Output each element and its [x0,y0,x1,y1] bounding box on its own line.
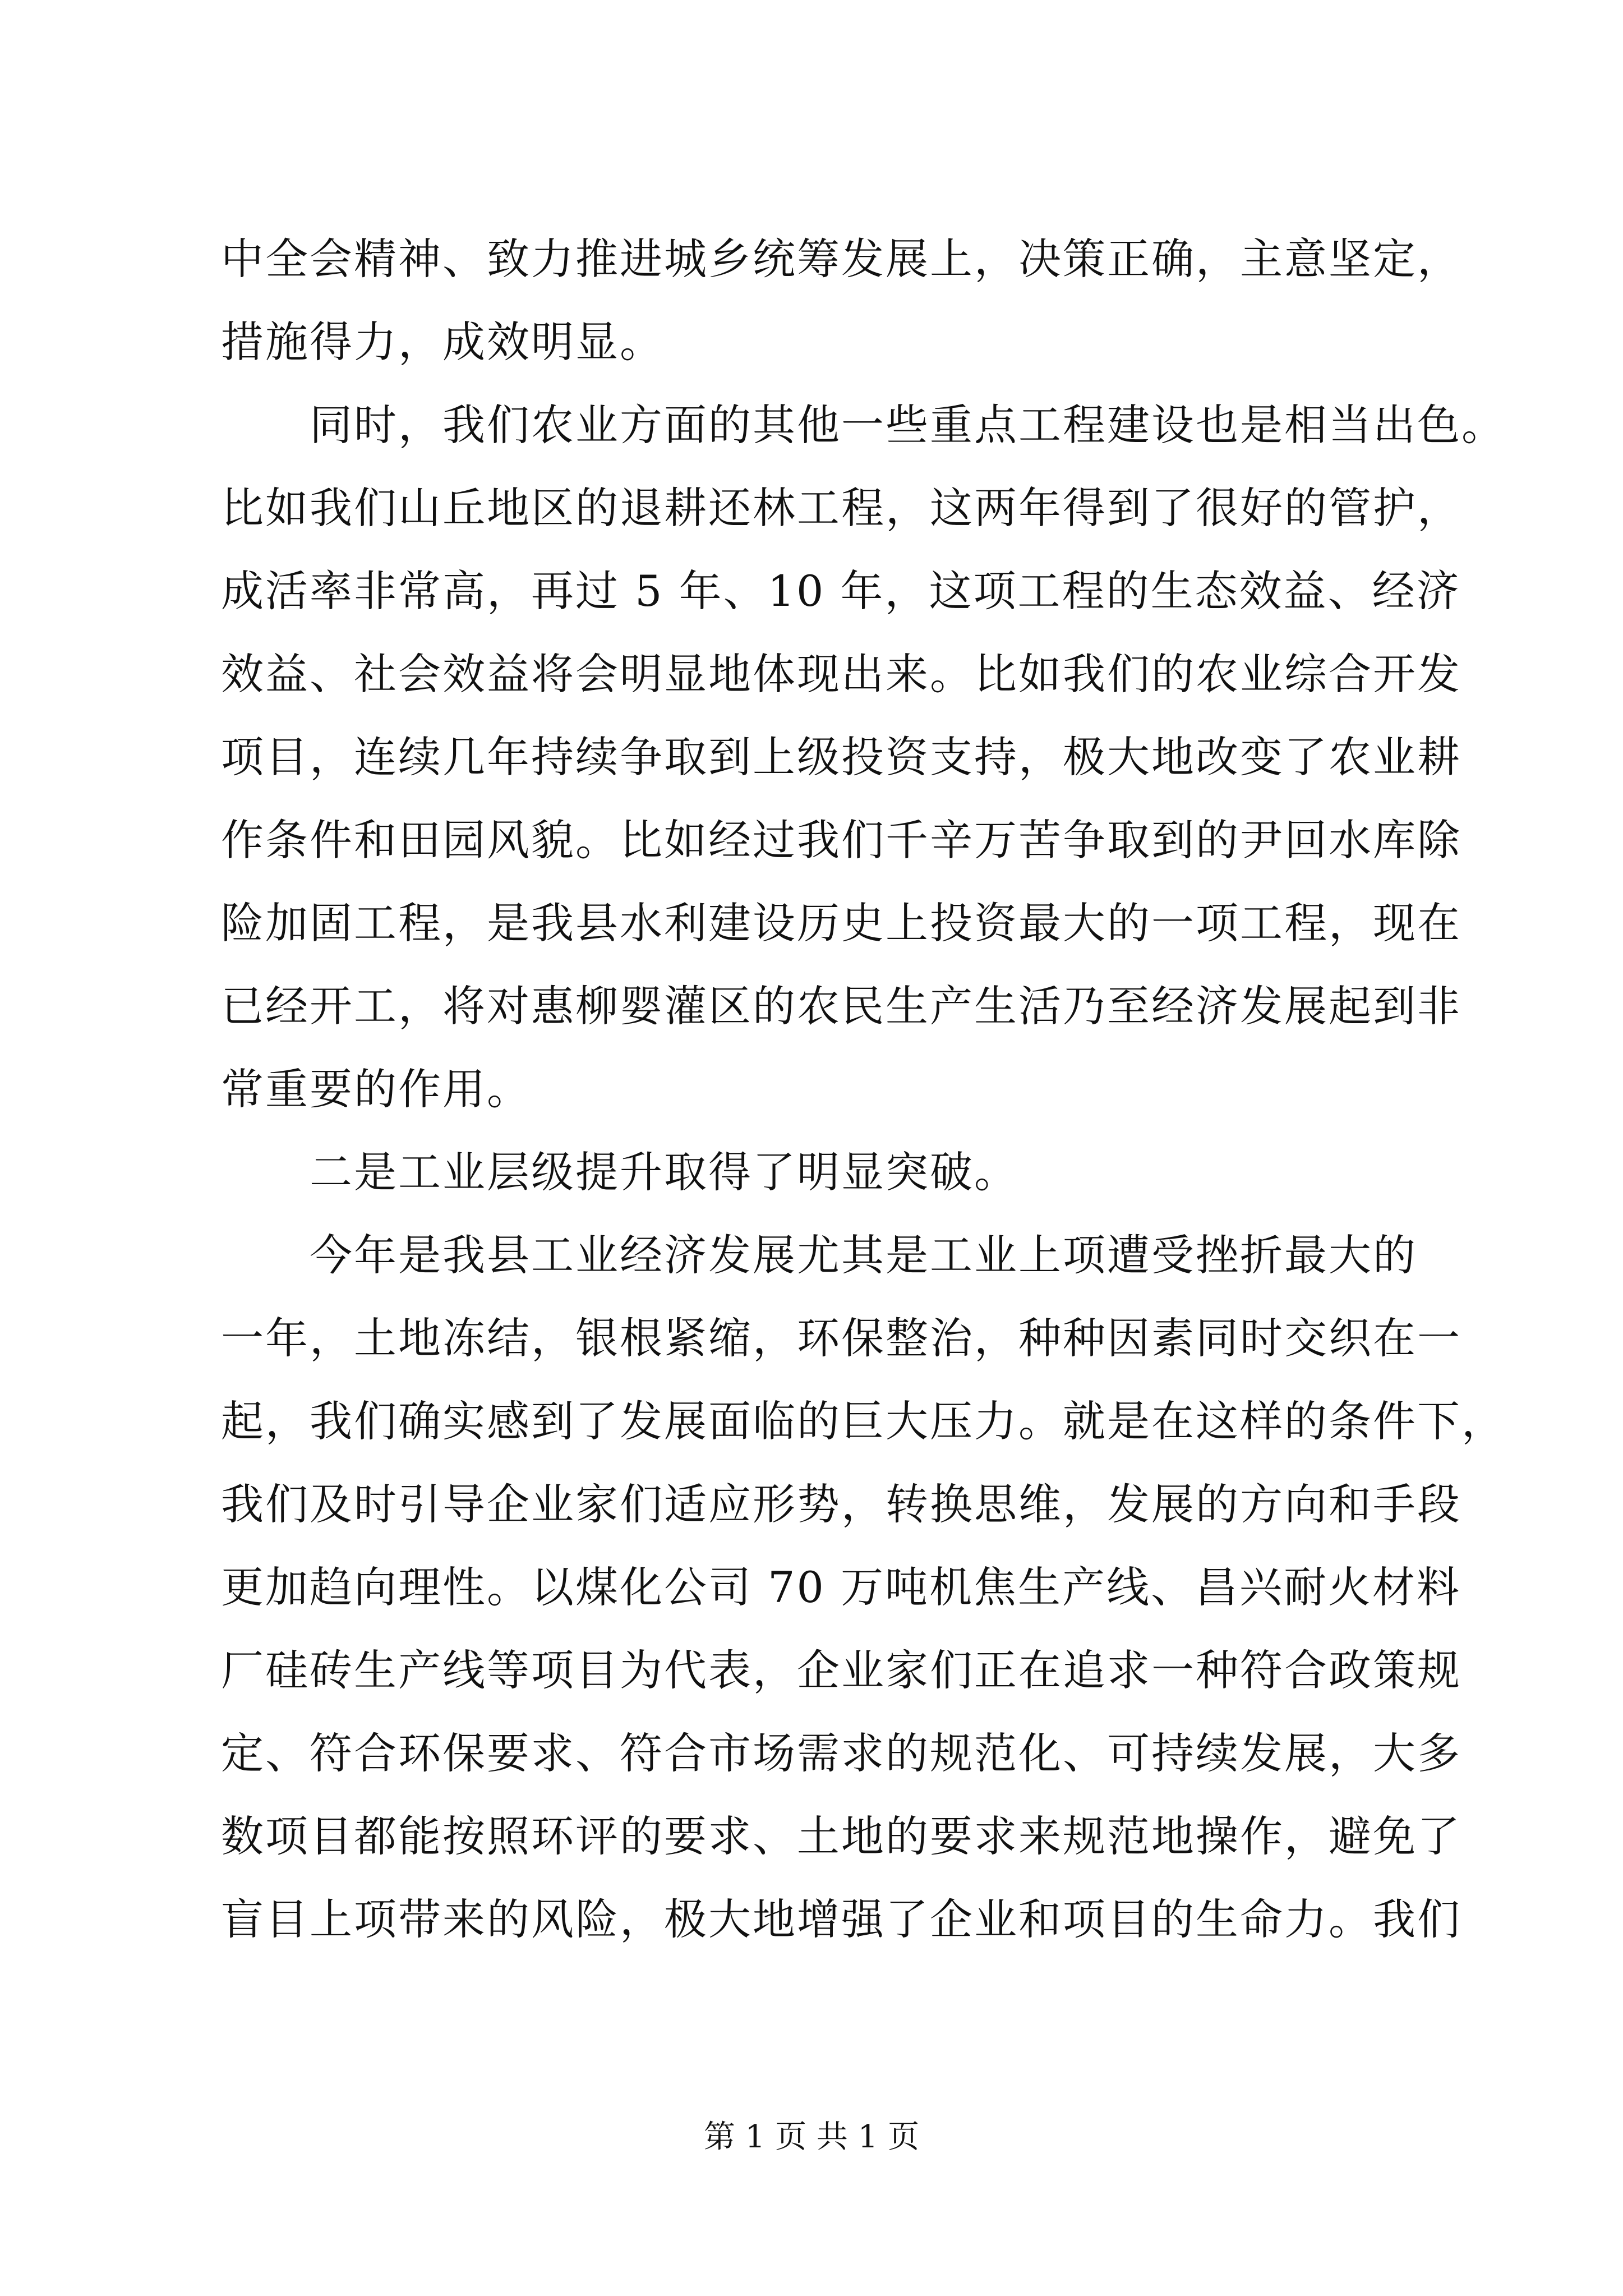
text-line: 效益、社会效益将会明显地体现出来。比如我们的农业综合开发 [221,649,1461,699]
text-line: 措施得力，成效明显。 [221,317,664,367]
text-line: 险加固工程，是我县水利建设历史上投资最大的一项工程，现在 [221,898,1461,948]
text-line: 成活率非常高，再过 5 年、10 年，这项工程的生态效益、经济 [221,566,1461,616]
document-body [221,218,1506,1961]
text-line: 一年，土地冻结，银根紧缩，环保整治，种种因素同时交织在一 [221,1313,1461,1363]
text-line: 常重要的作用。 [221,1064,531,1114]
text-line: 已经开工，将对惠柳婴灌区的农民生产生活乃至经济发展起到非 [221,981,1461,1031]
text-line: 盲目上项带来的风险，极大地增强了企业和项目的生命力。我们 [221,1894,1461,1944]
text-line: 更加趋向理性。以煤化公司 70 万吨机焦生产线、昌兴耐火材料 [221,1562,1461,1612]
text-line: 定、符合环保要求、符合市场需求的规范化、可持续发展，大多 [221,1728,1461,1778]
text-line: 中全会精神、致力推进城乡统筹发展上，决策正确，主意坚定， [221,234,1461,284]
text-line: 作条件和田园风貌。比如经过我们千辛万苦争取到的尹回水库除 [221,815,1461,865]
text-line: 起，我们确实感到了发展面临的巨大压力。就是在这样的条件下， [221,1396,1506,1446]
text-line: 数项目都能按照环评的要求、土地的要求来规范地操作，避免了 [221,1811,1461,1861]
text-line: 项目，连续几年持续争取到上级投资支持，极大地改变了农业耕 [221,732,1461,782]
text-line: 我们及时引导企业家们适应形势，转换思维，发展的方向和手段 [221,1479,1461,1529]
section-heading-line: 二是工业层级提升取得了明显突破。 [310,1147,1018,1197]
paragraph-start-line: 今年是我县工业经济发展尤其是工业上项遭受挫折最大的 [310,1230,1417,1280]
page-number-footer: 第 1 页 共 1 页 [703,2119,920,2155]
text-line: 比如我们山丘地区的退耕还林工程，这两年得到了很好的管护， [221,483,1461,533]
text-line: 厂硅砖生产线等项目为代表，企业家们正在追求一种符合政策规 [221,1645,1461,1695]
paragraph-start-line: 同时，我们农业方面的其他一些重点工程建设也是相当出色。 [310,400,1506,450]
